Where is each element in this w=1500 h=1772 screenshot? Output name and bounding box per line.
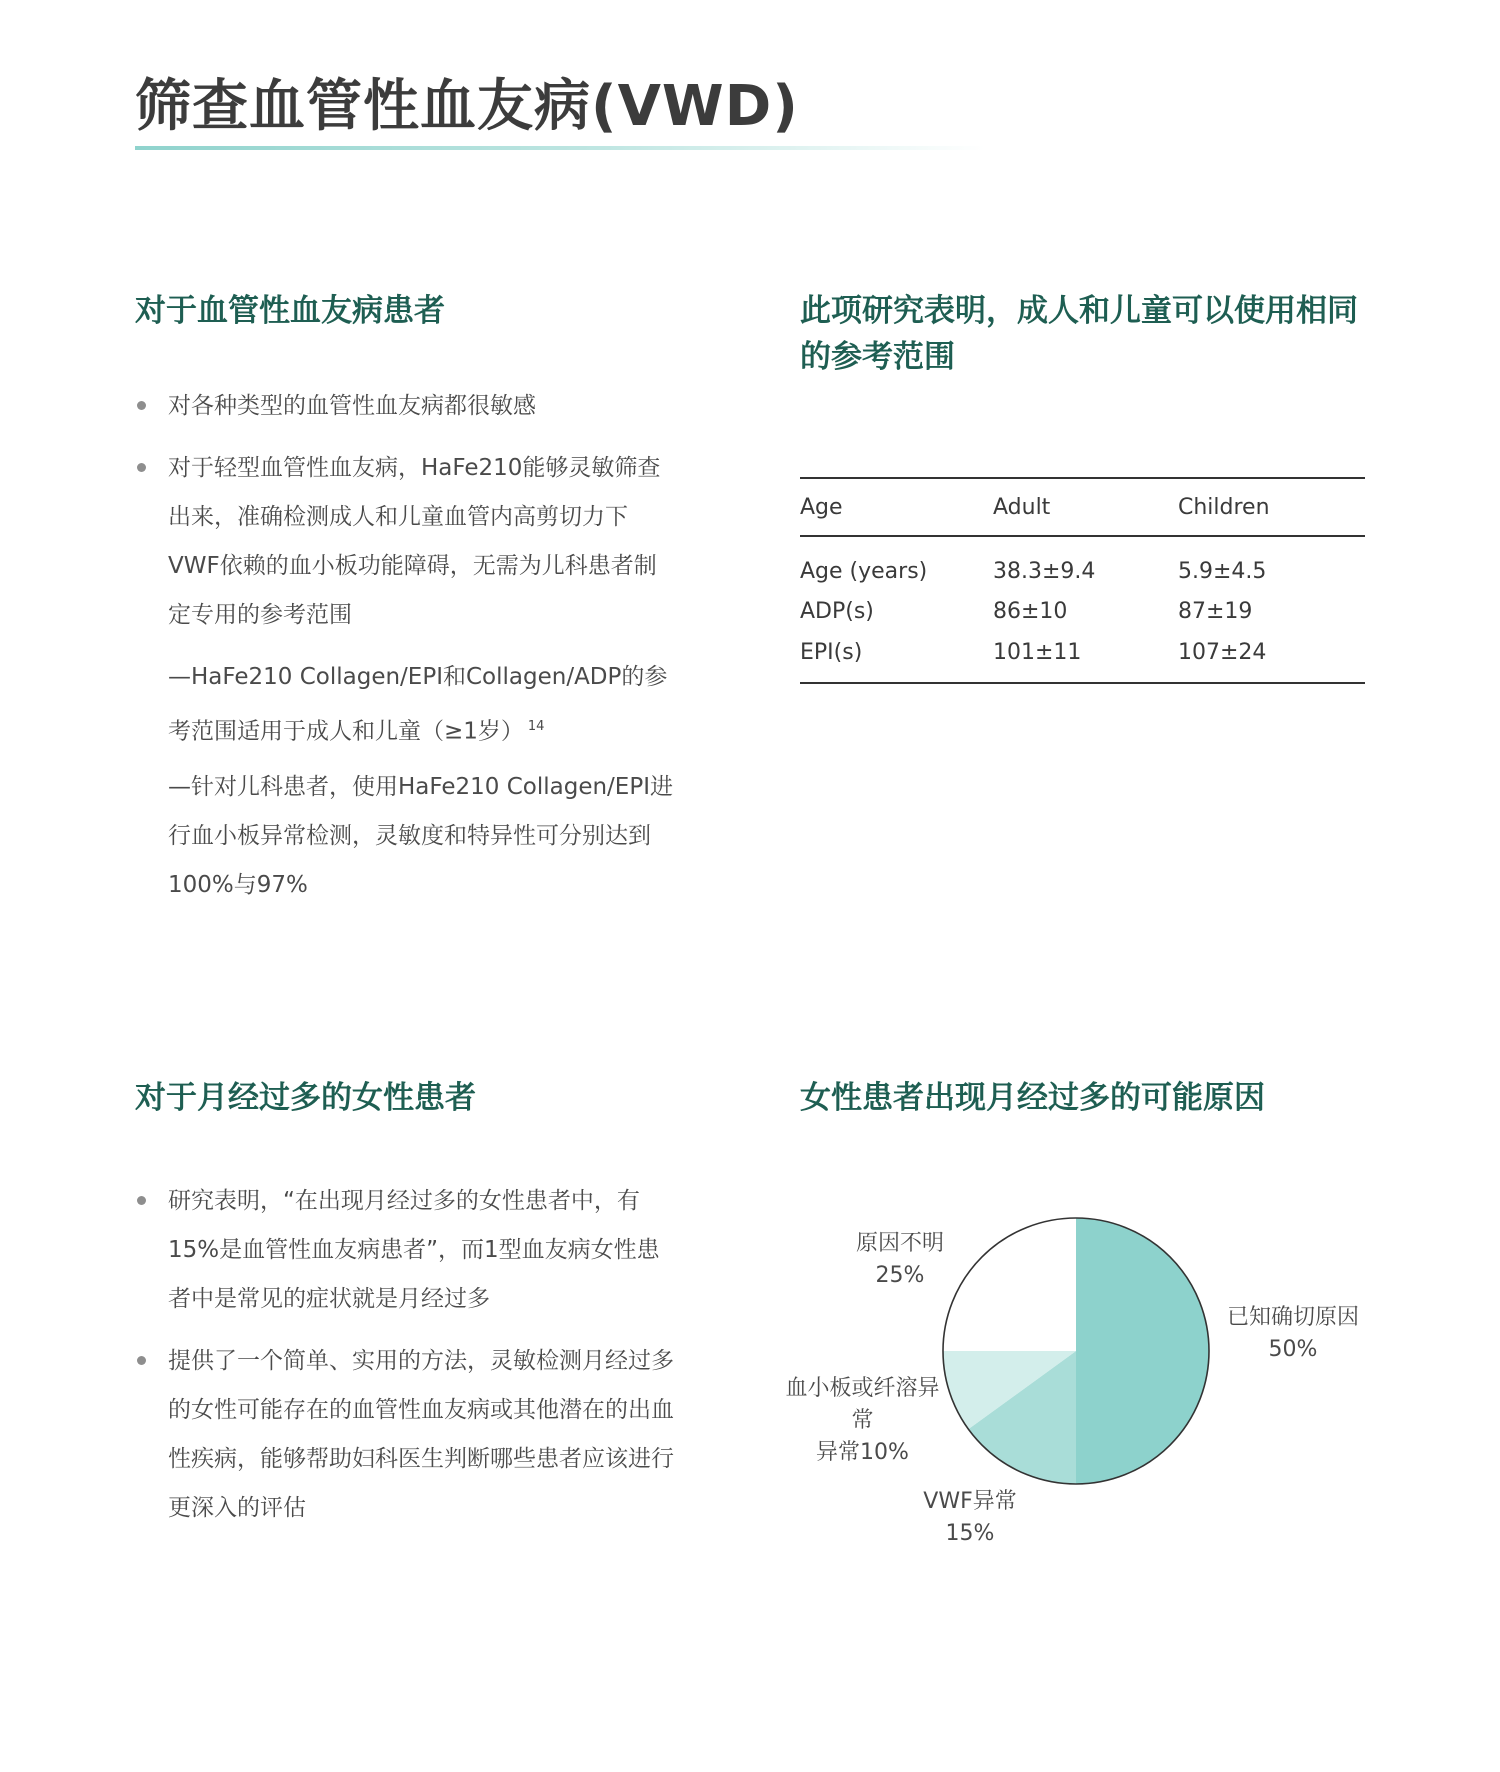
- list-item: [135, 382, 675, 431]
- heading-vwd-patients: 对于血管性血友病患者: [135, 293, 445, 329]
- table-cell: 87±19: [1178, 599, 1253, 624]
- table-cell: 101±11: [993, 632, 1178, 683]
- pie-label-vwf-abnormal: [900, 1486, 1040, 1550]
- list-item: [135, 1177, 675, 1324]
- menorrhagia-bullets: [135, 1177, 675, 1546]
- reference-range-note: [168, 653, 673, 757]
- bullet-dot-icon: [137, 463, 146, 472]
- heading-possible-causes: 女性患者出现月经过多的可能原因: [800, 1080, 1265, 1116]
- heading-reference-range: 此项研究表明，成人和儿童可以使用相同的参考范围: [800, 293, 1358, 375]
- table-row: [800, 632, 1365, 683]
- pie-label-value: 15%: [945, 1521, 995, 1546]
- pie-label-value: 50%: [1268, 1337, 1318, 1362]
- table-header-cell: Children: [1178, 478, 1365, 536]
- pie-label-name: 血小板或纤溶异常: [785, 1376, 940, 1433]
- bullet-text: 对于轻型血管性血友病，HaFe210能够灵敏筛查出来，准确检测成人和儿童血管内高剪切力下VWF依赖的血小板功能障碍，无需为儿科患者制定专用的参考范围: [168, 455, 661, 628]
- note-text: —HaFe210 Collagen/EPI和Collagen/ADP的参考范围适用于成人和儿童（≥1岁）: [168, 664, 668, 745]
- bullet-dot-icon: [137, 1196, 146, 1205]
- table-header-cell: Adult: [993, 478, 1178, 536]
- pie-label-name: VWF异常: [923, 1489, 1017, 1514]
- pie-label-platelet-fibrinolysis: [785, 1373, 940, 1469]
- table-cell: 5.9±4.5: [1178, 558, 1267, 584]
- table-header-row: [800, 478, 1365, 536]
- bullet-dot-icon: [137, 401, 146, 410]
- table-cell: 86±10: [993, 599, 1068, 624]
- table-cell: 38.3±9.4: [993, 558, 1096, 584]
- title-underline: [135, 146, 985, 150]
- note-text: —针对儿科患者，使用HaFe210 Collagen/EPI进行血小板异常检测，灵敏度和特异性可分别达到100%与97%: [168, 774, 673, 898]
- table-header-cell: Age: [800, 478, 993, 536]
- pie-label-value: 异常10%: [816, 1440, 909, 1465]
- pediatric-sensitivity-note: [168, 763, 673, 910]
- bullet-text: 对各种类型的血管性血友病都很敏感: [168, 393, 536, 419]
- table-cell: EPI(s): [800, 632, 993, 683]
- table-row: [800, 536, 1365, 591]
- list-item: [135, 444, 675, 640]
- pie-label-name: 已知确切原因: [1226, 1305, 1359, 1330]
- list-item: [135, 1337, 675, 1533]
- bullet-text: 提供了一个简单、实用的方法，灵敏检测月经过多的女性可能存在的血管性血友病或其他潜在的出血性疾病，能够帮助妇科医生判断哪些患者应该进行更深入的评估: [168, 1348, 674, 1521]
- vwd-patients-bullets: [135, 382, 675, 653]
- bullet-text: 研究表明，“在出现月经过多的女性患者中，有15%是血管性血友病患者”，而1型血友病女性患者中是常见的症状就是月经过多: [168, 1188, 660, 1312]
- page-title: 筛查血管性血友病(VWD): [135, 74, 799, 139]
- causes-pie-chart: [940, 1215, 1212, 1487]
- pie-label-unknown-cause: [830, 1228, 970, 1292]
- heading-menorrhagia-patients: 对于月经过多的女性患者: [135, 1080, 476, 1116]
- table-cell: 107±24: [1178, 632, 1365, 683]
- bullet-dot-icon: [137, 1356, 146, 1365]
- pie-label-name: 原因不明: [855, 1231, 944, 1256]
- pie-label-value: 25%: [875, 1263, 925, 1288]
- pie-slice-0: [1076, 1218, 1209, 1484]
- pie-label-known-cause: [1218, 1302, 1368, 1366]
- reference-range-table: [800, 477, 1365, 684]
- table-row: [800, 591, 1365, 632]
- citation-superscript: 14: [527, 719, 545, 734]
- table-cell: ADP(s): [800, 599, 874, 624]
- table-cell: Age (years): [800, 558, 928, 584]
